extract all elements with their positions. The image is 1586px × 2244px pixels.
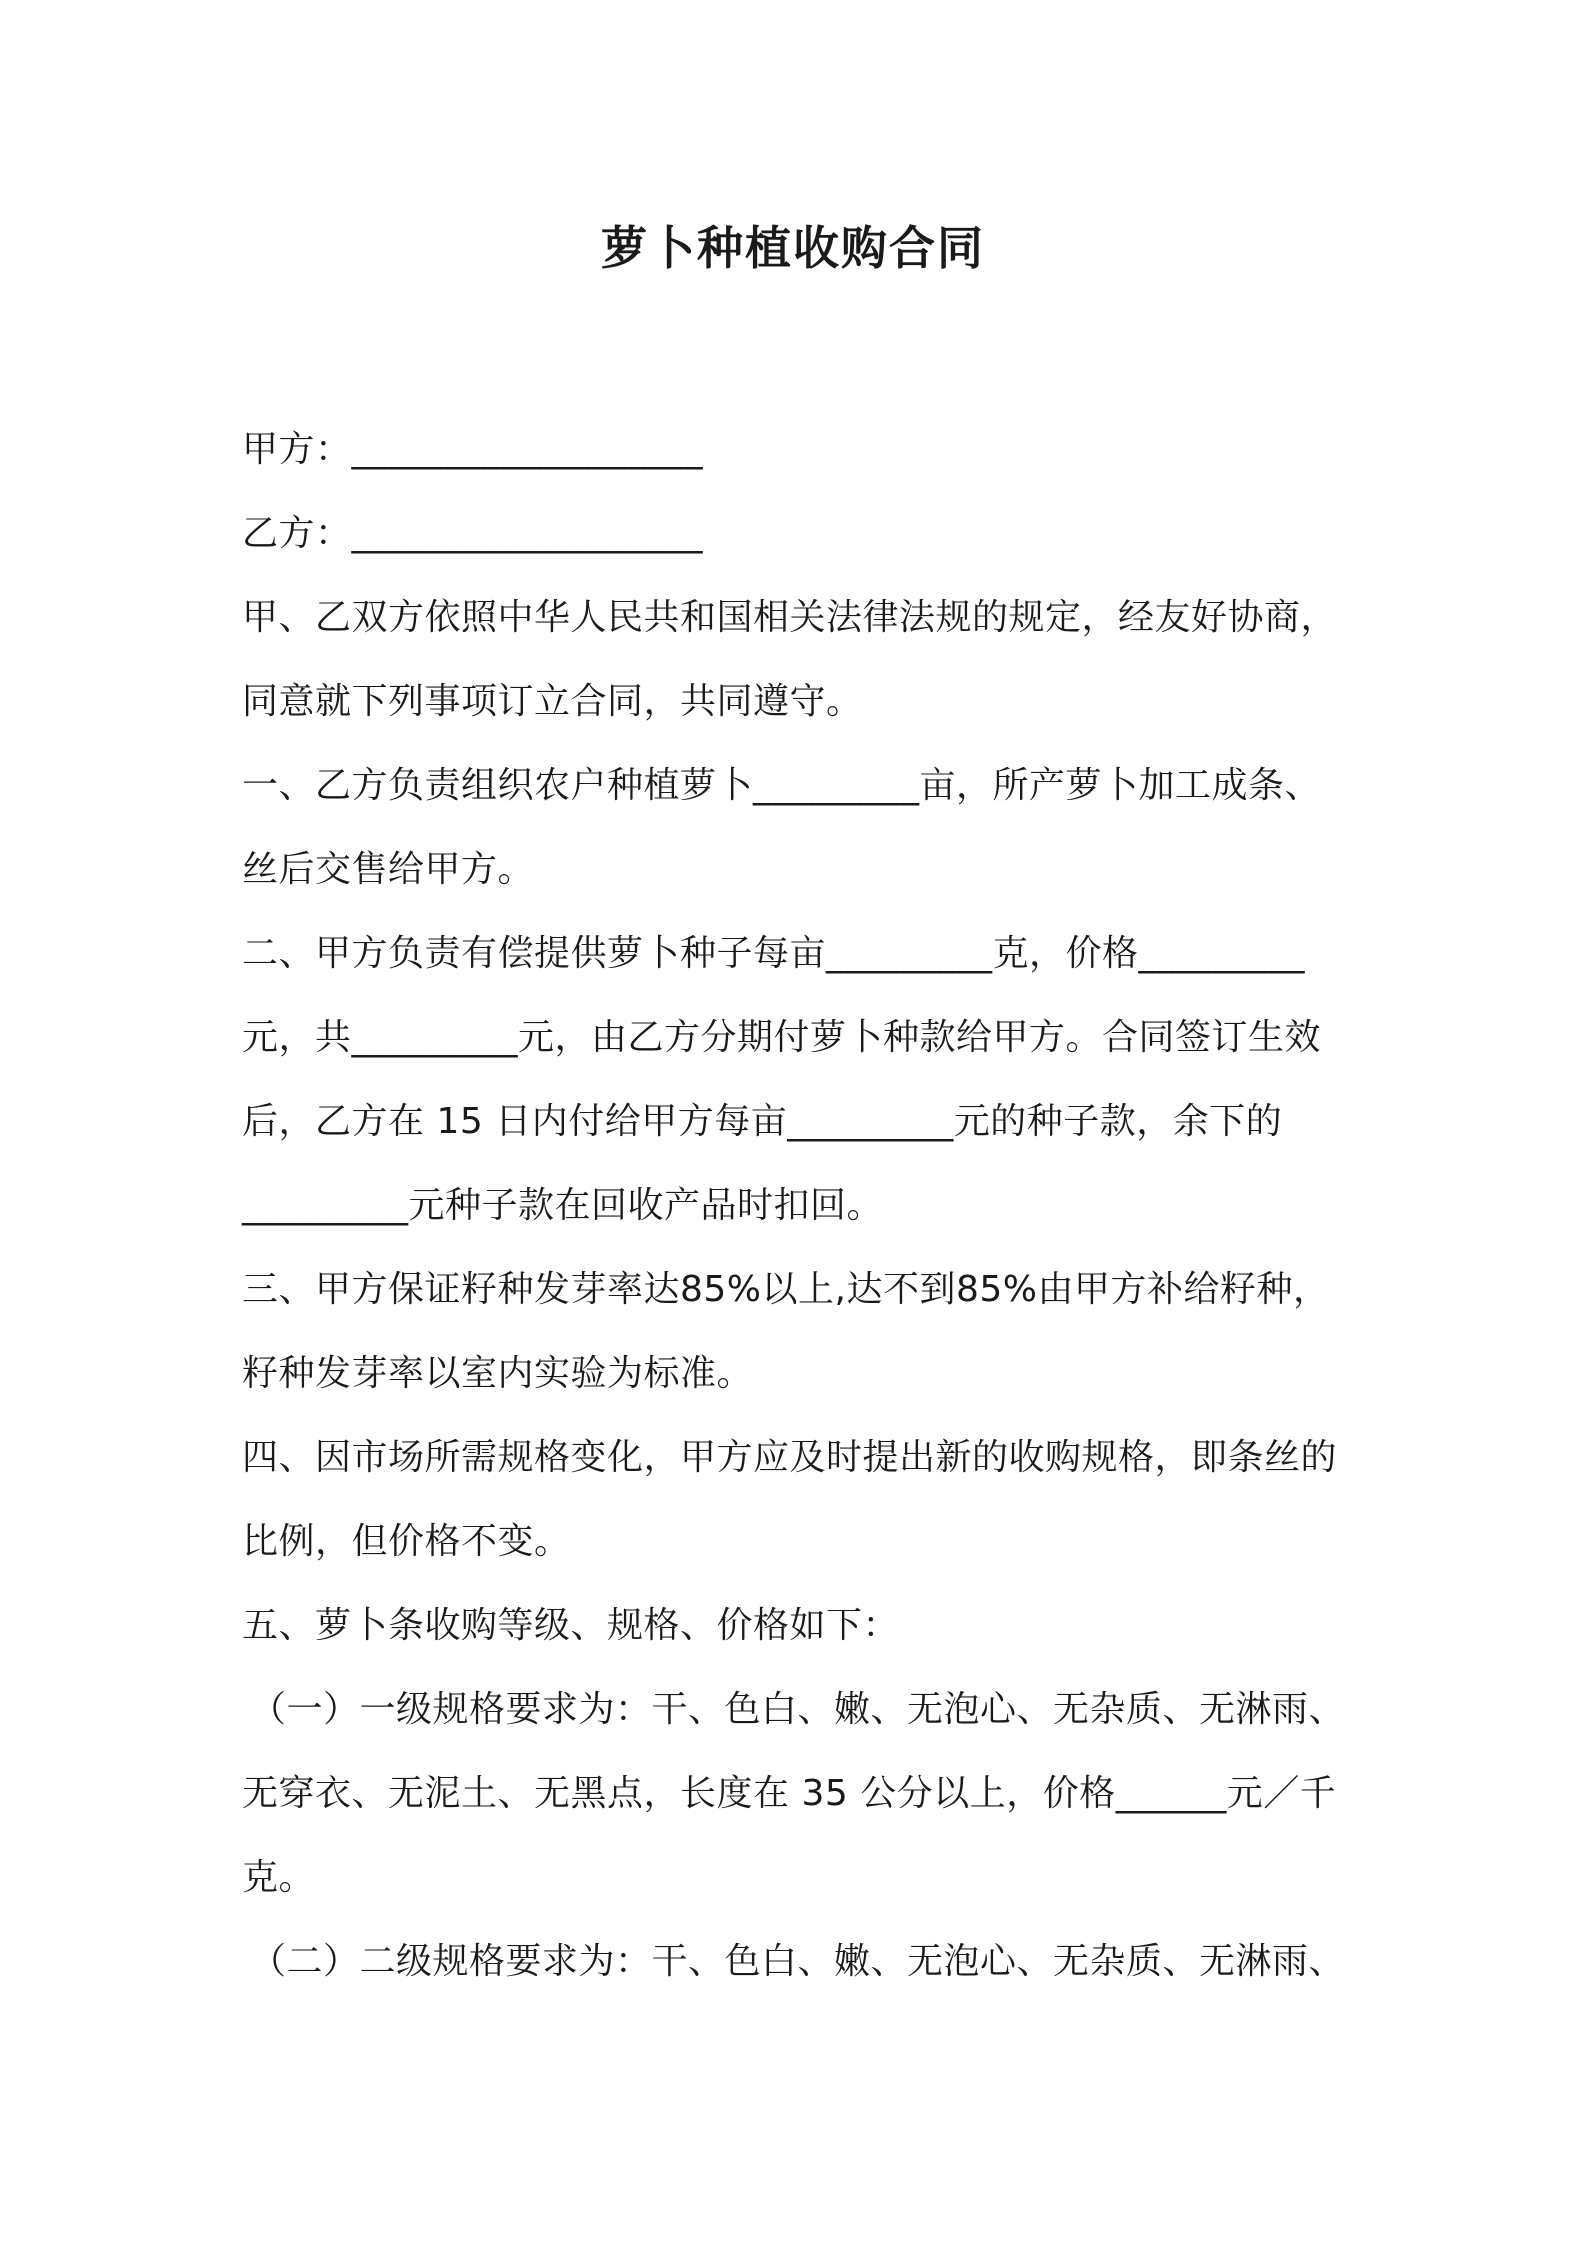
document-title: 萝卜种植收购合同 [601,221,985,275]
clause-2-line-4: _________元种子款在回收产品时扣回。 [242,1185,884,1226]
party-b-line: 乙方：___________________ [242,513,704,554]
clause-2-line-3: 后，乙方在 15 日内付给甲方每亩_________元的种子款，余下的 [242,1101,1283,1142]
clause-1-line-1: 一、乙方负责组织农户种植萝卜_________亩，所产萝卜加工成条、 [242,765,1322,806]
clause-3-line-2: 籽种发芽率以室内实验为标准。 [242,1353,754,1394]
party-a-line: 甲方：___________________ [242,429,704,470]
grade-1-line-3: 克。 [242,1857,316,1898]
preamble-line-1: 甲、乙双方依照中华人民共和国相关法律法规的规定，经友好协商， [242,597,1338,638]
grade-1-line-1: （一）一级规格要求为：干、色白、嫩、无泡心、无杂质、无淋雨、 [250,1689,1346,1730]
grade-2-line-1: （二）二级规格要求为：干、色白、嫩、无泡心、无杂质、无淋雨、 [250,1941,1346,1982]
clause-2-line-2: 元，共_________元，由乙方分期付萝卜种款给甲方。合同签订生效 [242,1017,1322,1058]
preamble-line-2: 同意就下列事项订立合同，共同遵守。 [242,681,863,722]
clause-2-line-1: 二、甲方负责有偿提供萝卜种子每亩_________克，价格_________ [242,933,1306,974]
clause-4-line-1: 四、因市场所需规格变化，甲方应及时提出新的收购规格，即条丝的 [242,1437,1338,1478]
clause-1-line-2: 丝后交售给甲方。 [242,849,535,890]
clause-4-line-2: 比例，但价格不变。 [242,1521,571,1562]
grade-1-line-2: 无穿衣、无泥土、无黑点，长度在 35 公分以上，价格______元／千 [242,1773,1337,1814]
clause-5-heading: 五、萝卜条收购等级、规格、价格如下： [242,1605,900,1646]
document-body [242,408,1352,2004]
clause-3-line-1: 三、甲方保证籽种发芽率达85%以上,达不到85%由甲方补给籽种， [242,1269,1330,1310]
